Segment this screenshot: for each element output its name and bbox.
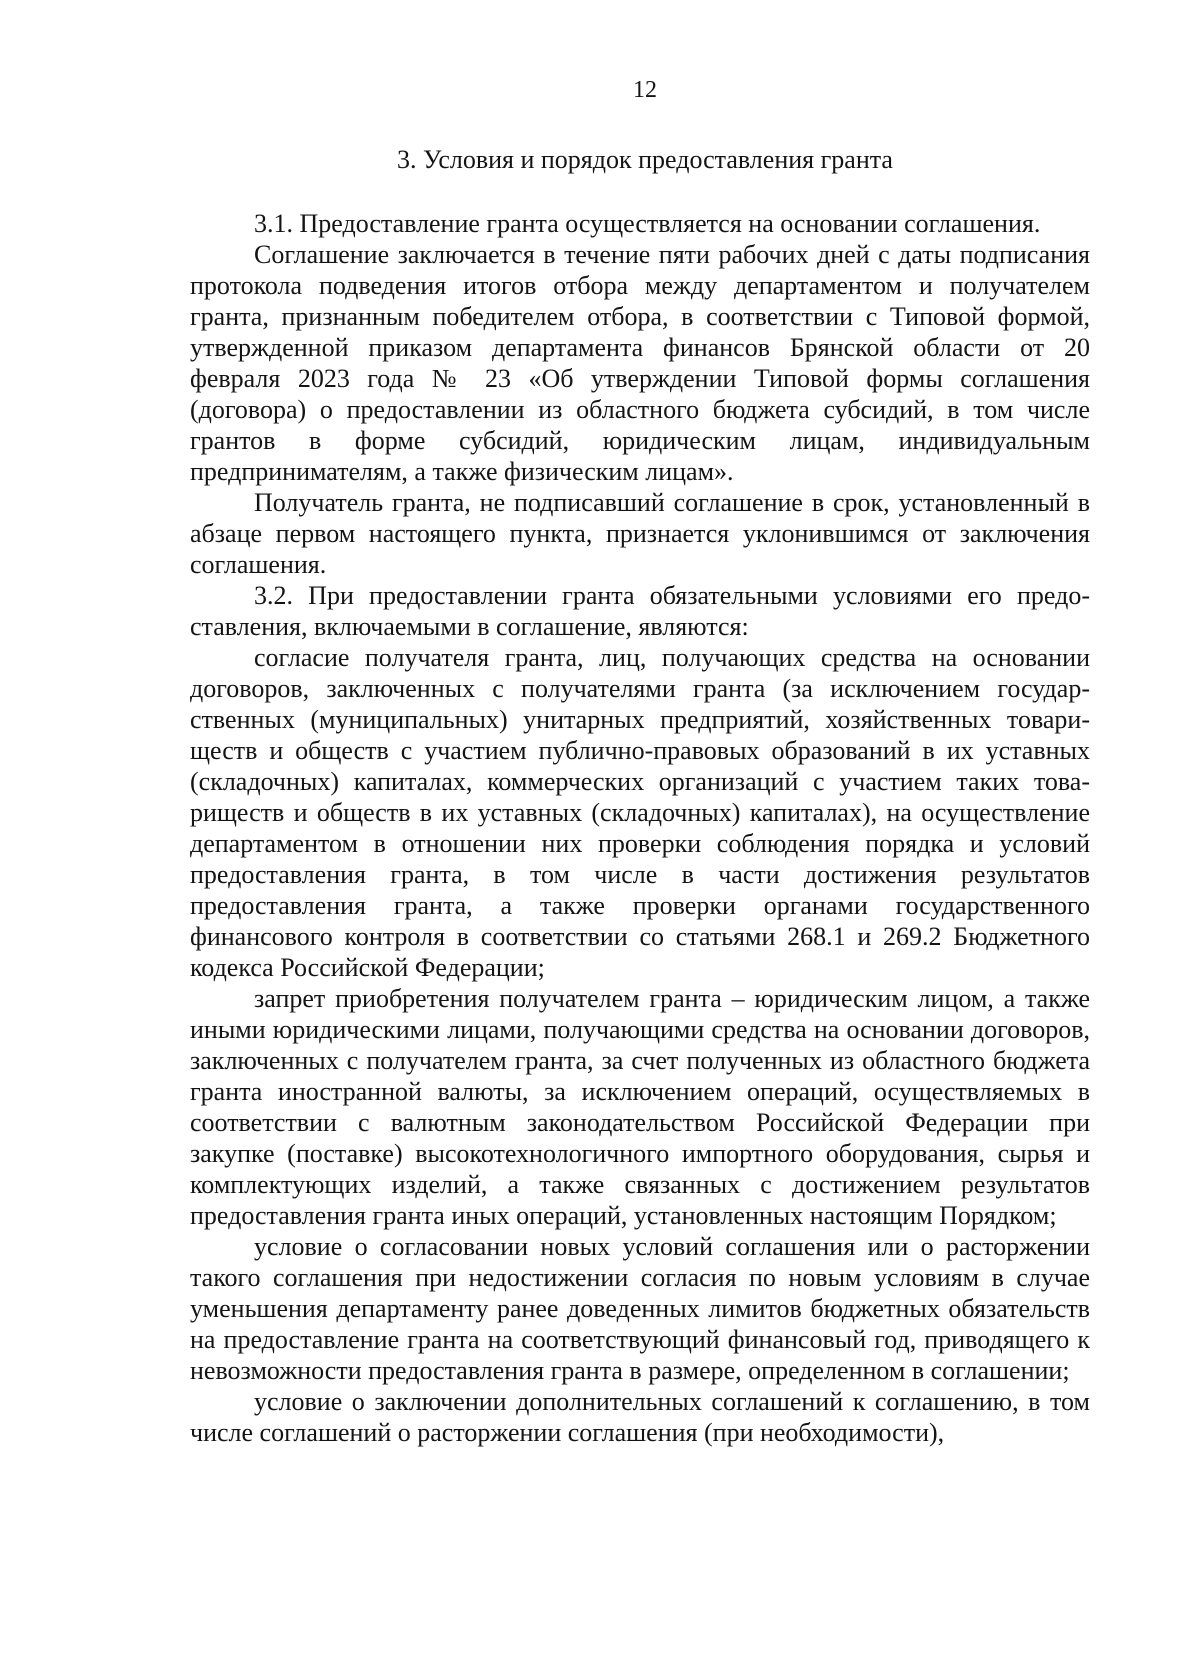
paragraph-new-terms-condition: условие о согласовании новых условий соглашения или о расторжении такого соглашения при недостижении согласия по новым условиям в случае уменьшения департаменту ранее доведенных лимитов бюджетных обязательств на предоставление гранта на соответствующий финансовый год, приводящего к невозможности предоставления гранта в размере, определенном в соглашении; xyxy=(190,1232,1090,1385)
paragraph-3-1: 3.1. Предоставление гранта осуществляется на основании соглашения. xyxy=(254,209,1041,238)
paragraph-agreement-term: Соглашение заключается в течение пяти рабочих дней с даты подписания протокола подведения итогов отбора между департаментом и получателем гранта, признанным победителем отбора, в соответствии с Типовой формой, утвержденной приказом департамента финансов Брянской области от 20 февраля 2023 года № 23 «Об утверждении Типовой формы соглашения (договора) о предоставлении из областного бюджета субсидий, в том числе грантов в форме субсидий, юридическим лицам, индивидуальным предпринимателям, а также физическим лицам». xyxy=(190,240,1090,486)
paragraph-currency-ban: запрет приобретения получателем гранта – юридическим лицом, а также иными юридическими лицами, получающими средства на основании договоров, заключенных с получателем гранта, за счет полученных из областного бюджета гранта иностранной валюты, за исключением операций, осуществляемых в соответствии с валютным законодательством Российской Федерации при закупке (поставке) высокотехнологичного импортного оборудования, сырья и комплектующих изделий, а также связанных с достижением результатов предоставления гранта иных операций, установленных настоящим Порядком; xyxy=(190,984,1090,1230)
paragraph-consent-condition: согласие получателя гранта, лиц, получающих средства на основании договоров, заключенных с получателями гранта (за исключением государственных (муниципальных) унитарных предприятий, хозяйственных товариществ и обществ с участием публично-правовых образований в их уставных (складочных) капиталах, коммерческих организаций с участием таких товариществ и обществ в их уставных (складочных) капиталах), на осуществление департаментом в отношении них проверки соблюдения порядка и условий предоставления гранта, в том числе в части достижения результатов предоставления гранта, а также проверки органами государственного финансового контроля в соответствии со статьями 268.1 и 269.2 Бюджетного кодекса Российской Федерации; xyxy=(190,643,1090,982)
paragraph-evasion: Получатель гранта, не подписавший соглашение в срок, установленный в абзаце первом настоящего пункта, признается уклонившимся от заключения соглашения. xyxy=(190,488,1090,579)
paragraph-3-2: 3.2. При предоставлении гранта обязательными условиями его предоставления, включаемыми в соглашение, являются: xyxy=(190,581,1090,641)
section-body xyxy=(190,208,1090,1448)
section-title: 3. Условия и порядок предоставления гранта xyxy=(397,145,893,174)
paragraph-additional-agreements: условие о заключении дополнительных соглашений к соглашению, в том числе соглашений о расторжении соглашения (при необходимости), xyxy=(190,1387,1090,1447)
page-number: 12 xyxy=(633,77,657,103)
